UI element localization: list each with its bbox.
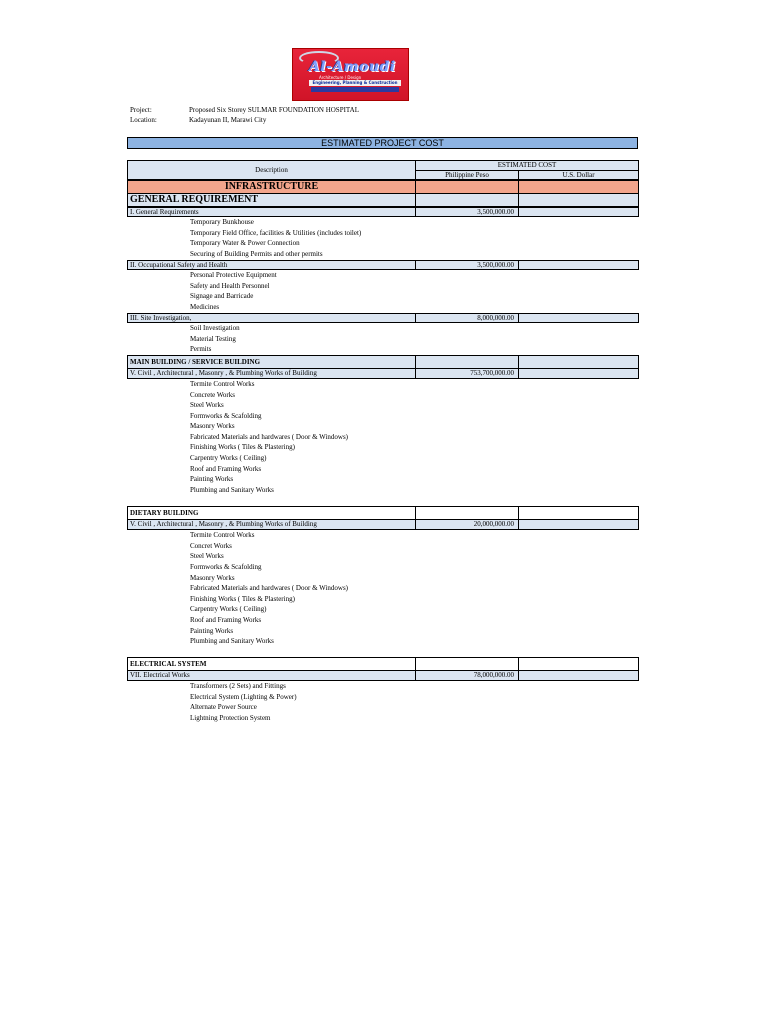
item-safety-dollar xyxy=(518,260,639,270)
list-item: Soil Investigation xyxy=(190,324,240,332)
list-item: Permits xyxy=(190,345,212,353)
logo-tagline: Architecture / Design xyxy=(319,75,362,80)
location-label: Location: xyxy=(130,116,157,124)
general-requirement-peso-cell xyxy=(415,193,519,207)
list-item: Fabricated Materials and hardwares ( Door & Windows) xyxy=(190,584,349,592)
list-item: Roof and Framing Works xyxy=(190,465,262,473)
item-safety-peso: 3,500,000.00 xyxy=(415,260,519,270)
list-item: Alternate Power Source xyxy=(190,703,257,711)
electrical-system-peso-cell xyxy=(415,657,519,671)
list-item: Concrete Works xyxy=(190,391,235,399)
logo-services: Engineering, Planning & Construction xyxy=(309,80,401,86)
company-logo xyxy=(292,48,409,101)
main-building-peso-cell xyxy=(415,355,519,369)
list-item: Plumbing and Sanitary Works xyxy=(190,486,274,494)
list-item: Roof and Framing Works xyxy=(190,616,262,624)
item-main-civil-dollar xyxy=(518,368,639,379)
list-item: Steel Works xyxy=(190,401,224,409)
logo-band xyxy=(311,87,399,92)
item-general-dollar xyxy=(518,207,639,217)
list-item: Carpentry Works ( Ceiling) xyxy=(190,454,267,462)
infrastructure-header: INFRASTRUCTURE xyxy=(127,180,416,194)
page-title: ESTIMATED PROJECT COST xyxy=(127,137,638,149)
item-site-peso: 8,000,000.00 xyxy=(415,313,519,323)
list-item: Electrical System (Lighting & Power) xyxy=(190,693,297,701)
list-item: Formworks & Scafolding xyxy=(190,412,262,420)
peso-header: Philippine Peso xyxy=(415,170,519,180)
item-main-civil-peso: 753,700,000.00 xyxy=(415,368,519,379)
item-safety-label: II. Occupational Safety and Health xyxy=(127,260,416,270)
dollar-header: U.S. Dollar xyxy=(518,170,639,180)
list-item: Medicines xyxy=(190,303,220,311)
general-requirement-header: GENERAL REQUIREMENT xyxy=(127,193,416,207)
list-item: Finishing Works ( Tiles & Plastering) xyxy=(190,443,295,451)
electrical-system-header: ELECTRICAL SYSTEM xyxy=(127,657,416,671)
item-site-label: III. Site Investigation, xyxy=(127,313,416,323)
infrastructure-peso-cell xyxy=(415,180,519,194)
main-building-dollar-cell xyxy=(518,355,639,369)
list-item: Securing of Building Permits and other permits xyxy=(190,250,323,258)
list-item: Painting Works xyxy=(190,475,234,483)
location-value: Kadayunan II, Marawi City xyxy=(189,116,267,124)
electrical-system-dollar-cell xyxy=(518,657,639,671)
list-item: Concret Works xyxy=(190,542,232,550)
item-general-peso: 3,500,000.00 xyxy=(415,207,519,217)
item-electrical-label: VII. Electrical Works xyxy=(127,670,416,681)
list-item: Termite Control Works xyxy=(190,380,255,388)
list-item: Steel Works xyxy=(190,552,224,560)
estimated-cost-header: ESTIMATED COST xyxy=(415,160,639,171)
description-header: Description xyxy=(127,160,416,180)
dietary-building-peso-cell xyxy=(415,506,519,520)
item-electrical-peso: 78,000,000.00 xyxy=(415,670,519,681)
dietary-building-header: DIETARY BUILDING xyxy=(127,506,416,520)
list-item: Temporary Water & Power Connection xyxy=(190,239,300,247)
list-item: Painting Works xyxy=(190,627,234,635)
item-electrical-dollar xyxy=(518,670,639,681)
general-requirement-dollar-cell xyxy=(518,193,639,207)
item-dietary-civil-dollar xyxy=(518,519,639,530)
list-item: Safety and Health Personnel xyxy=(190,282,270,290)
item-site-dollar xyxy=(518,313,639,323)
list-item: Temporary Field Office, facilities & Utilities (includes toilet) xyxy=(190,229,362,237)
infrastructure-dollar-cell xyxy=(518,180,639,194)
list-item: Temporary Bunkhouse xyxy=(190,218,254,226)
list-item: Masonry Works xyxy=(190,422,235,430)
project-label: Project: xyxy=(130,106,152,114)
list-item: Finishing Works ( Tiles & Plastering) xyxy=(190,595,295,603)
project-value: Proposed Six Storey SULMAR FOUNDATION HOSPITAL xyxy=(189,106,359,114)
list-item: Masonry Works xyxy=(190,574,235,582)
item-dietary-civil-peso: 20,000,000.00 xyxy=(415,519,519,530)
list-item: Personal Protective Equipment xyxy=(190,271,277,279)
list-item: Signage and Barricade xyxy=(190,292,254,300)
item-dietary-civil-label: V. Civil , Architectural , Masonry , & Plumbing Works of Building xyxy=(127,519,416,530)
list-item: Lightning Protection System xyxy=(190,714,271,722)
list-item: Plumbing and Sanitary Works xyxy=(190,637,274,645)
list-item: Material Testing xyxy=(190,335,236,343)
list-item: Carpentry Works ( Ceiling) xyxy=(190,605,267,613)
item-general-label: I. General Requirements xyxy=(127,207,416,217)
dietary-building-dollar-cell xyxy=(518,506,639,520)
list-item: Termite Control Works xyxy=(190,531,255,539)
main-building-header: MAIN BUILDING / SERVICE BUILDING xyxy=(127,355,416,369)
logo-name: Al-Amoudi xyxy=(309,59,396,75)
list-item: Fabricated Materials and hardwares ( Door & Windows) xyxy=(190,433,349,441)
list-item: Formworks & Scafolding xyxy=(190,563,262,571)
list-item: Transformers (2 Sets) and Fittings xyxy=(190,682,286,690)
item-main-civil-label: V. Civil , Architectural , Masonry , & Plumbing Works of Building xyxy=(127,368,416,379)
